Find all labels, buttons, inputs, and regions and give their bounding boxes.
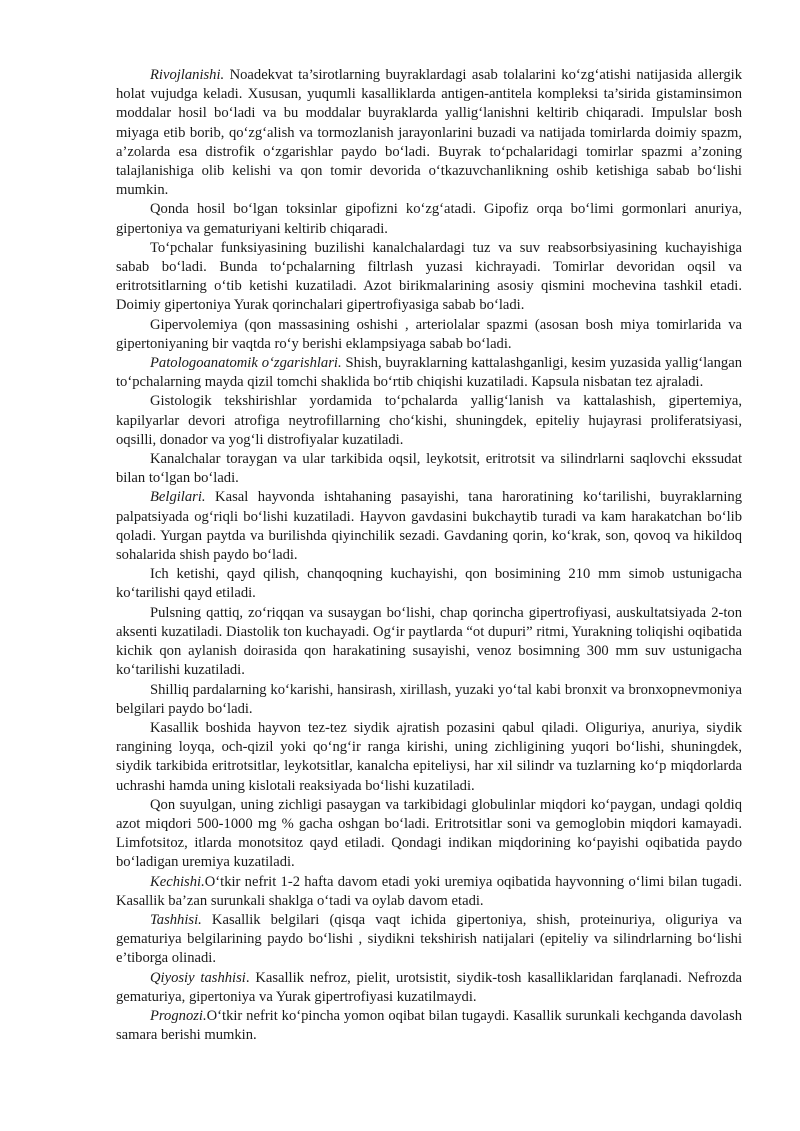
paragraph (116, 681, 742, 719)
paragraph-heading: Kechishi. (150, 873, 205, 890)
paragraph-heading: Qiyosiy tashhisi (150, 969, 246, 986)
paragraph-text: Kasallik boshida hayvon tez-tez siydik ajratish pozasini qabul qiladi. Oliguriya, anuriya, siydik rangining loyqa, och-qizil yoki qo‘ng‘ir ranga kirishi, uning zichligining yuqori bo‘lishi, shuningdek, siydik tarkibida eritrotsitlar, leykotsitlar, kanalcha epiteliysi, har xil silindr va tuzlarning ko‘p miqdorlarda uchrashi hamda uning kislotali reaksiyada bo‘lishi kuzatiladi. (116, 719, 742, 794)
paragraph-text: Qon suyulgan, uning zichligi pasaygan va tarkibidagi globulinlar miqdori ko‘paygan, undagi qoldiq azot miqdori 500-1000 mg % gacha oshgan bo‘ladi. Eritrotsitlar soni va gemoglobin miqdori kamayadi. Limfotsitoz, itlarda monotsitoz qayd etiladi. Qondagi indikan miqdorining ko‘payishi oqibatida paydo bo‘ladigan uremiya kuzatiladi. (116, 796, 742, 871)
paragraph-text: To‘pchalar funksiyasining buzilishi kanalchalardagi tuz va suv reabsorbsiyasining kuchayishiga sabab bo‘ladi. Bunda to‘pchalarning filtrlash yuzasi kichrayadi. Tomirlar devoridan oqsil va eritrotsitlarning o‘tib ketishi kuzatiladi. Azot birikmalarining asosiy qismini mochevina tashkil etadi. Doimiy gipertoniya Yurak qorinchalari gipertrofiyasiga sabab bo‘ladi. (116, 239, 742, 314)
paragraph-heading: Rivojlanishi. (150, 67, 225, 83)
paragraph-patologoanatomik (116, 354, 742, 392)
paragraph (116, 392, 742, 450)
paragraph-text: Qonda hosil bo‘lgan toksinlar gipofizni ko‘zg‘atadi. Gipofiz orqa bo‘limi gormonlari anuriya, gipertoniya va gematuriyani keltirib chiqaradi. (116, 201, 742, 237)
paragraph-heading: Prognozi. (150, 1007, 207, 1024)
paragraph-text: O‘tkir nefrit 1-2 hafta davom etadi yoki uremiya oqibatida hayvonning o‘limi bilan tugadi. Kasallik ba’zan surunkali shaklga o‘tadi va oylab davom etadi. (116, 873, 742, 909)
paragraph-text: Kasal hayvonda ishtahaning pasayishi, tana haroratining ko‘tarilishi, buyraklarning palpatsiyada og‘riqli bo‘lishi kuzatiladi. Hayvon gavdasini bukchaytib turadi va kam harakatchan bo‘lib qoladi. Yurgan paytda va burilishda qiyinchilik sezadi. Gavdaning qorin, ko‘krak, son, qovoq va hikildoq sohalarida shish paydo bo‘ladi. (116, 489, 742, 564)
paragraph (116, 316, 742, 354)
paragraph-text: Kanalchalar toraygan va ular tarkibida oqsil, leykotsit, eritrotsit va silindrlarni saqlovchi ekssudat bilan to‘lgan bo‘ladi. (116, 451, 742, 487)
paragraph (116, 719, 742, 796)
paragraph (116, 796, 742, 873)
paragraph-text: Gipervolemiya (qon massasining oshishi , arteriolalar spazmi (asosan bosh miya tomirlarida va gipertoniyaning bir vaqtda ro‘y berishi eklampsiyaga sabab bo‘ladi. (116, 316, 742, 352)
paragraph-kechishi (116, 873, 742, 911)
paragraph (116, 604, 742, 681)
paragraph-text: Kasallik belgilari (qisqa vaqt ichida gipertoniya, shish, proteinuriya, oliguriya va gematuriya belgilarining paydo bo‘lishi , siydikni tekshirish natijalari (epiteliy va silindrlarning bo‘lishi e’tiborga olinadi. (116, 911, 742, 967)
paragraph-heading: Patologoanatomik o‘zgarishlari. (150, 355, 342, 372)
paragraph-heading: Tashhisi. (150, 911, 202, 928)
paragraph (116, 565, 742, 603)
paragraph-text: Shilliq pardalarning ko‘karishi, hansirash, xirillash, yuzaki yo‘tal kabi bronxit va bronxopnevmoniya belgilari paydo bo‘ladi. (116, 681, 742, 717)
paragraph-text: Noadekvat ta’sirotlarning buyraklardagi asab tolalarini ko‘zg‘atishi natijasida allergik holat vujudga keladi. Xususan, yuqumli kasalliklarda antigen-antitela kompleksi ta’sirida gistaminsimon moddalar hosil bo‘ladi va bu moddalar buyraklarda yallig‘lanishni keltirib chiqaradi. Impulslar bosh miyaga etib borib, qo‘zg‘alish va tormozlanish jarayonlarini buzadi va natijada tomirlarda doimiy spazm, a’zolarda esa distrofik o‘zgarishlar paydo bo‘ladi. Buyrak to‘pchalaridagi tomirlar spazmi a’zoning talajlanishiga olib kelishi va qon tomir devorida o‘tkazuvchanlikning oshib ketishiga sabab bo‘lishi mumkin. (116, 67, 742, 199)
paragraph-text: Gistologik tekshirishlar yordamida to‘pchalarda yallig‘lanish va kattalashish, gipertemiya, kapilyarlar devori atrofiga neytrofillarning cho‘kishi, shuningdek, epiteliy hujayrasi proliferatsiyasi, oqsilli, donador va yog‘li distrofiyalar kuzatiladi. (116, 393, 742, 448)
document-page (116, 66, 742, 1045)
paragraph (116, 200, 742, 238)
paragraph-text: Pulsning qattiq, zo‘riqqan va susaygan bo‘lishi, chap qorincha gipertrofiyasi, auskultatsiyada 2-ton aksenti kuzatiladi. Diastolik ton kuchayadi. Og‘ir paytlarda “ot dupuri” ritmi, Yurakning toliqishi oqibatida kichik qon aylanish doirasida qon harakatining susayishi, venoz bosimning 300 mm suv ustunigacha ko‘tarilishi kuzatiladi. (116, 604, 742, 679)
paragraph-belgilari (116, 488, 742, 565)
paragraph-text: Ich ketishi, qayd qilish, chanqoqning kuchayishi, qon bosimining 210 mm simob ustunigacha ko‘tarilishi qayd etiladi. (116, 566, 742, 602)
paragraph-text: O‘tkir nefrit ko‘pincha yomon oqibat bilan tugaydi. Kasallik surunkali kechganda davolash samara berishi mumkin. (116, 1007, 742, 1044)
paragraph (116, 450, 742, 488)
paragraph-tashhisi (116, 911, 742, 969)
paragraph-text: . Kasallik nefroz, pielit, urotsistit, siydik-tosh kasalliklaridan farqlanadi. Nefrozda gematuriya, gipertoniya va Yurak gipertrofiyasi kuzatilmaydi. (116, 969, 742, 1005)
paragraph-text: Shish, buyraklarning kattalashganligi, kesim yuzasida yallig‘langan to‘pchalarning mayda qizil tomchi shaklida bo‘rtib chiqishi kuzatiladi. Kapsula nisbatan tez ajraladi. (116, 355, 742, 391)
paragraph-heading: Belgilari. (150, 489, 206, 506)
paragraph-qiyosiy-tashhisi (116, 969, 742, 1007)
paragraph-rivojlanishi (116, 66, 742, 200)
paragraph-prognozi (116, 1007, 742, 1045)
paragraph (116, 239, 742, 316)
